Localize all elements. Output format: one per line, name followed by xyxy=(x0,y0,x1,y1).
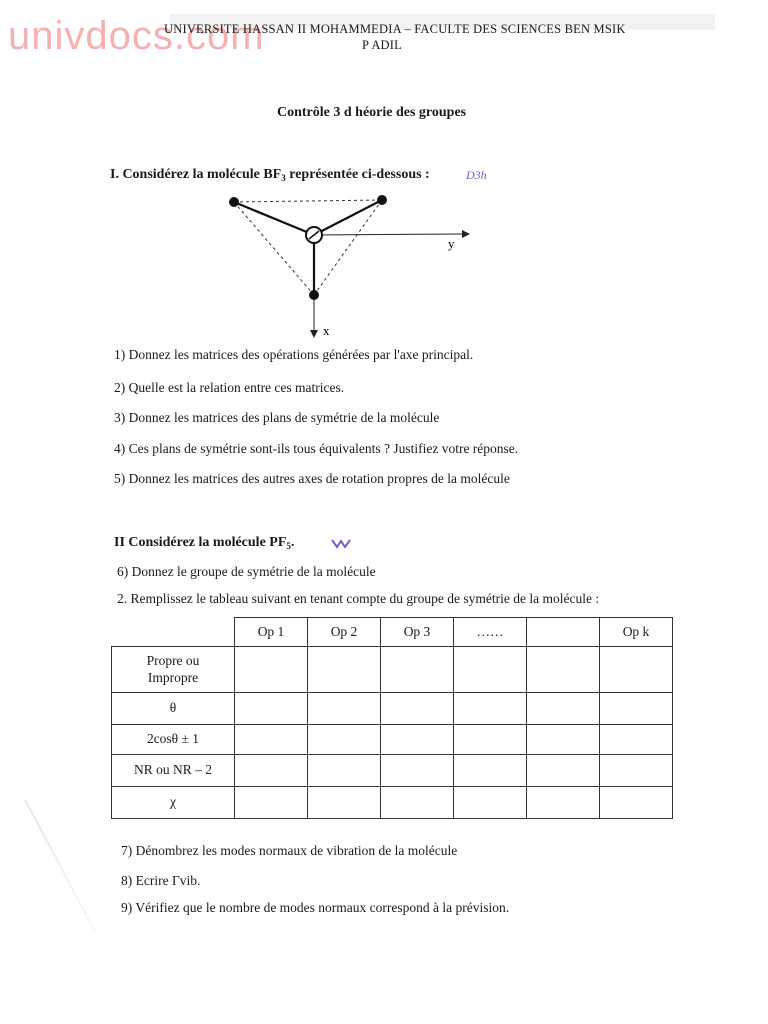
table-cell xyxy=(381,725,454,755)
watermark: univdocs.com xyxy=(8,14,265,58)
table-cell xyxy=(454,787,527,819)
table-col-header xyxy=(527,618,600,647)
scan-fold-line xyxy=(24,799,96,932)
table-cell xyxy=(600,647,673,693)
fluorine-atom-3 xyxy=(309,290,319,300)
table-row xyxy=(112,755,673,787)
table-col-header: Op 1 xyxy=(235,618,308,647)
symmetry-table xyxy=(111,617,673,819)
table-col-header: Op k xyxy=(600,618,673,647)
question-2: 2) Quelle est la relation entre ces matrices. xyxy=(114,380,345,395)
table-cell xyxy=(381,755,454,787)
question-9: 9) Vérifiez que le nombre de modes normaux correspond à la prévision. xyxy=(121,900,510,915)
section-2-heading-sub: 5 xyxy=(286,541,291,551)
table-cell xyxy=(235,787,308,819)
table-row xyxy=(112,787,673,819)
section-2-heading-suffix: . xyxy=(290,535,295,550)
table-cell xyxy=(235,693,308,725)
table-col-header: …… xyxy=(454,618,527,647)
section-1-heading-text: I. Considérez la molécule BF xyxy=(110,167,282,182)
table-cell xyxy=(600,725,673,755)
table-row-label: NR ou NR – 2 xyxy=(112,755,235,787)
bf3-dashed-triangle xyxy=(234,200,382,295)
table-cell xyxy=(527,647,600,693)
x-axis-arrowhead xyxy=(310,330,318,338)
bf3-diagram xyxy=(222,190,482,340)
question-6: 6) Donnez le groupe de symétrie de la molécule xyxy=(117,564,376,579)
table-cell xyxy=(308,647,381,693)
question-table-instruction: 2. Remplissez le tableau suivant en tenant compte du groupe de symétrie de la molécule : xyxy=(117,591,600,606)
table-row-label: θ xyxy=(112,693,235,725)
section-1-heading-suffix: représentée ci-dessous : xyxy=(285,167,430,182)
table-cell xyxy=(527,693,600,725)
question-8: 8) Ecrire Γvib. xyxy=(121,873,201,888)
handwritten-note: D3h xyxy=(466,168,487,182)
table-cell xyxy=(600,787,673,819)
header-professor: P ADIL xyxy=(362,38,402,52)
y-axis-label: y xyxy=(448,236,455,251)
bf3-bonds xyxy=(234,200,382,295)
table-row xyxy=(112,693,673,725)
x-axis-label: x xyxy=(323,323,330,338)
question-7: 7) Dénombrez les modes normaux de vibration de la molécule xyxy=(121,843,458,858)
table-cell xyxy=(308,787,381,819)
table-row-label: Propre ou Impropre xyxy=(112,647,235,693)
y-axis-arrowhead xyxy=(462,230,470,238)
table-cell xyxy=(527,725,600,755)
table-cell xyxy=(600,755,673,787)
table-cell xyxy=(308,693,381,725)
table-cell xyxy=(308,725,381,755)
scribble-mark xyxy=(330,536,354,550)
table-col-header: Op 3 xyxy=(381,618,454,647)
question-3: 3) Donnez les matrices des plans de symétrie de la molécule xyxy=(114,410,440,425)
section-1-heading-sub: 3 xyxy=(281,173,286,183)
question-5: 5) Donnez les matrices des autres axes de rotation propres de la molécule xyxy=(114,471,510,486)
table-cell xyxy=(454,725,527,755)
table-cell xyxy=(527,787,600,819)
table-header-row xyxy=(112,618,673,647)
fluorine-atom-1 xyxy=(229,197,239,207)
table-cell xyxy=(308,755,381,787)
table-cell xyxy=(235,725,308,755)
table-row xyxy=(112,725,673,755)
table-cell xyxy=(381,693,454,725)
section-2-heading xyxy=(114,535,294,551)
table-cell xyxy=(454,693,527,725)
table-cell xyxy=(381,647,454,693)
table-cell xyxy=(381,787,454,819)
page-title: Contrôle 3 d héorie des groupes xyxy=(277,105,467,120)
table-row xyxy=(112,647,673,693)
section-2-heading-text: II Considérez la molécule PF xyxy=(114,535,287,550)
header-university: UNIVERSITE HASSAN II MOHAMMEDIA – FACULTE DES SCIENCES BEN MSIK xyxy=(164,22,626,36)
table-col-header: Op 2 xyxy=(308,618,381,647)
table-cell xyxy=(454,647,527,693)
table-corner xyxy=(112,618,235,647)
table-cell xyxy=(235,755,308,787)
table-cell xyxy=(600,693,673,725)
question-4: 4) Ces plans de symétrie sont-ils tous équivalents ? Justifiez votre réponse. xyxy=(114,441,519,456)
table-cell xyxy=(454,755,527,787)
y-axis-arrow xyxy=(314,234,462,235)
section-1-heading xyxy=(110,167,430,183)
table-row-label: 2cosθ ± 1 xyxy=(112,725,235,755)
table-row-label: χ xyxy=(112,787,235,819)
fluorine-atom-2 xyxy=(377,195,387,205)
table-cell xyxy=(235,647,308,693)
table-cell xyxy=(527,755,600,787)
question-1: 1) Donnez les matrices des opérations générées par l'axe principal. xyxy=(114,347,474,362)
